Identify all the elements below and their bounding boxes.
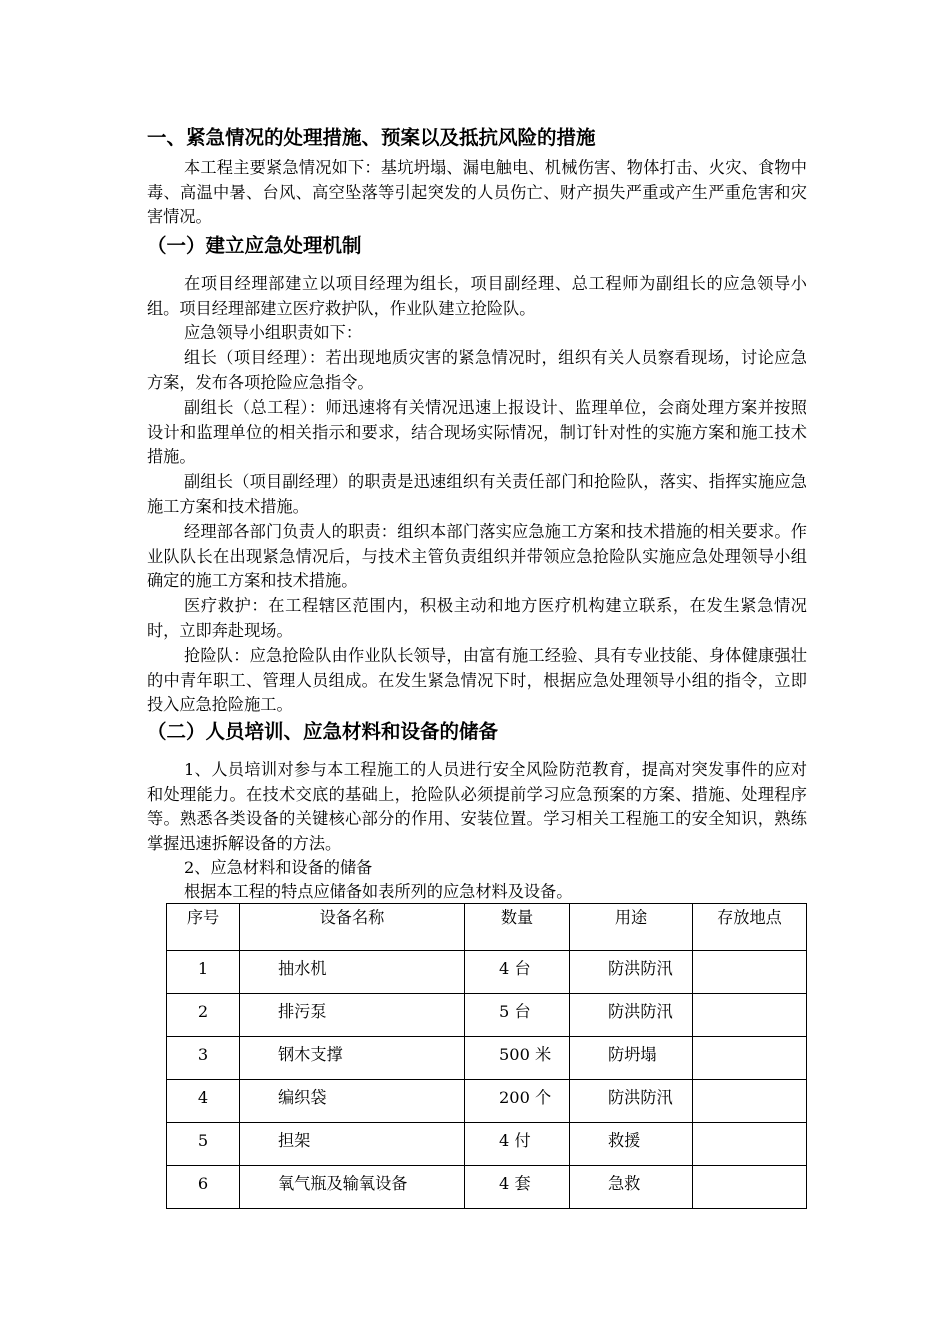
cell-seq: 3 xyxy=(167,1037,240,1080)
table-row xyxy=(167,1123,807,1166)
section1-paragraph-2: 应急领导小组职责如下： xyxy=(184,323,363,342)
cell-quantity: 500 米 xyxy=(465,1037,570,1080)
table-row xyxy=(167,994,807,1037)
header-equipment-name: 设备名称 xyxy=(240,904,465,951)
cell-equipment-name: 编织袋 xyxy=(240,1080,465,1123)
cell-seq: 1 xyxy=(167,951,240,994)
section1-paragraph-6: 经理部各部门负责人的职责：组织本部门落实应急施工方案和技术措施的相关要求。作业队队长在出现紧急情况后，与技术主管负责组织并带领应急抢险队实施应急处理领导小组确定的施工方案和技术措施。 xyxy=(147,522,807,591)
intro-paragraph: 本工程主要紧急情况如下：基坑坍塌、漏电触电、机械伤害、物体打击、火灾、食物中毒、高温中暑、台风、高空坠落等引起突发的人员伤亡、财产损失严重或产生严重危害和灾害情况。 xyxy=(147,158,807,227)
cell-equipment-name: 抽水机 xyxy=(240,951,465,994)
table-row xyxy=(167,951,807,994)
cell-seq: 2 xyxy=(167,994,240,1037)
section1-paragraph-3: 组长（项目经理）：若出现地质灾害的紧急情况时，组织有关人员察看现场，讨论应急方案，发布各项抢险应急指令。 xyxy=(147,348,807,392)
cell-seq: 4 xyxy=(167,1080,240,1123)
cell-equipment-name: 排污泵 xyxy=(240,994,465,1037)
cell-seq: 5 xyxy=(167,1123,240,1166)
table-header-row xyxy=(167,904,807,951)
cell-quantity: 200 个 xyxy=(465,1080,570,1123)
cell-purpose: 防坍塌 xyxy=(570,1037,693,1080)
header-quantity: 数量 xyxy=(465,904,570,951)
section1-paragraph-1: 在项目经理部建立以项目经理为组长，项目副经理、总工程师为副组长的应急领导小组。项目经理部建立医疗救护队，作业队建立抢险队。 xyxy=(147,274,807,318)
section2-paragraph-3: 根据本工程的特点应储备如表所列的应急材料及设备。 xyxy=(184,882,573,901)
cell-quantity: 4 套 xyxy=(465,1166,570,1209)
equipment-table xyxy=(166,903,807,1209)
section1-paragraph-4: 副组长（总工程）：师迅速将有关情况迅速上报设计、监理单位，会商处理方案并按照设计和监理单位的相关指示和要求，结合现场实际情况，制订针对性的实施方案和施工技术措施。 xyxy=(147,398,807,467)
table-row xyxy=(167,1037,807,1080)
section1-title: （一）建立应急处理机制 xyxy=(147,234,362,257)
cell-storage-location xyxy=(693,951,807,994)
cell-storage-location xyxy=(693,1037,807,1080)
section2-paragraph-2: 2、应急材料和设备的储备 xyxy=(184,858,373,877)
header-storage-location: 存放地点 xyxy=(693,904,807,951)
cell-storage-location xyxy=(693,994,807,1037)
header-seq: 序号 xyxy=(167,904,240,951)
table-row xyxy=(167,1080,807,1123)
cell-seq: 6 xyxy=(167,1166,240,1209)
section1-paragraph-5: 副组长（项目副经理）的职责是迅速组织有关责任部门和抢险队，落实、指挥实施应急施工方案和技术措施。 xyxy=(147,472,807,516)
cell-purpose: 防洪防汛 xyxy=(570,994,693,1037)
table-row xyxy=(167,1166,807,1209)
cell-purpose: 救援 xyxy=(570,1123,693,1166)
cell-equipment-name: 担架 xyxy=(240,1123,465,1166)
header-purpose: 用途 xyxy=(570,904,693,951)
cell-purpose: 防洪防汛 xyxy=(570,1080,693,1123)
section1-paragraph-8: 抢险队：应急抢险队由作业队长领导，由富有施工经验、具有专业技能、身体健康强壮的中青年职工、管理人员组成。在发生紧急情况下时，根据应急处理领导小组的指令，立即投入应急抢险施工。 xyxy=(147,646,807,715)
section1-paragraph-7: 医疗救护：在工程辖区范围内，积极主动和地方医疗机构建立联系，在发生紧急情况时，立即奔赴现场。 xyxy=(147,596,807,640)
section2-paragraph-1: 1、人员培训对参与本工程施工的人员进行安全风险防范教育，提高对突发事件的应对和处理能力。在技术交底的基础上，抢险队必须提前学习应急预案的方案、措施、处理程序等。熟悉各类设备的关键核心部分的作用、安装位置。学习相关工程施工的安全知识，熟练掌握迅速拆解设备的方法。 xyxy=(147,760,807,853)
cell-storage-location xyxy=(693,1123,807,1166)
cell-equipment-name: 钢木支撑 xyxy=(240,1037,465,1080)
cell-purpose: 急救 xyxy=(570,1166,693,1209)
cell-storage-location xyxy=(693,1166,807,1209)
cell-storage-location xyxy=(693,1080,807,1123)
cell-quantity: 5 台 xyxy=(465,994,570,1037)
cell-purpose: 防洪防汛 xyxy=(570,951,693,994)
section2-title: （二）人员培训、应急材料和设备的储备 xyxy=(147,720,499,743)
cell-quantity: 4 付 xyxy=(465,1123,570,1166)
main-heading: 一、紧急情况的处理措施、预案以及抵抗风险的措施 xyxy=(147,126,596,149)
cell-equipment-name: 氧气瓶及输氧设备 xyxy=(240,1166,465,1209)
cell-quantity: 4 台 xyxy=(465,951,570,994)
